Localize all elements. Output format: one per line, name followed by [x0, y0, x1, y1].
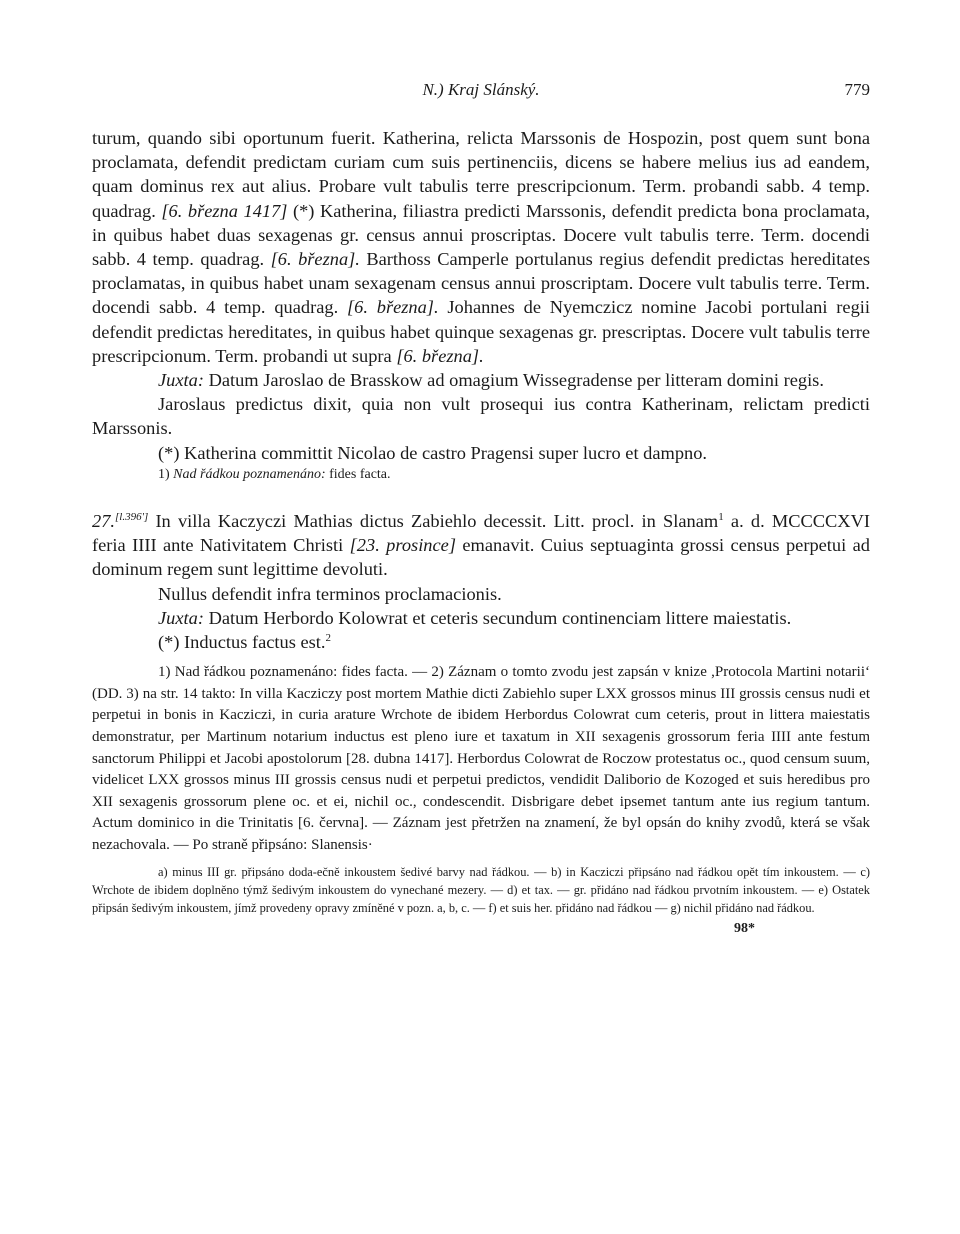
paragraph-2: Jaroslaus predictus dixit, quia non vult prosequi ius contra Katherinam, relictam predicti Marssonis. [92, 394, 870, 439]
p1-text: turum, quando sibi oportunum fuerit. Katherina, relicta Marssonis de Hospozin, post quem sunt bona proclamata, defendit predictam curiam cum suis pertinenciis, dicens se habere melius ius ad eandem, quam dominus rex aut alius. Probare vult tabulis terre prescripcionum. Term. probandi sabb. 4 temp. quadrag. [92, 128, 870, 221]
juxta-label-2: Juxta: [158, 607, 204, 628]
entry-text-1: In villa Kaczyczi Mathias dictus Zabiehlo decessit. Litt. procl. in Slanam [155, 510, 719, 531]
footnote-block: 1) Nad řádkou poznamenáno: fides facta. — 2) Záznam o tomto zvodu jest zapsán v knize ,Protocola Martini notarii‘ (DD. 3) na str. 14 takto: In villa Kacziczy post mortem Mathie dicti Zabiehlo super LXX grossos minus III grossis census nudi et perpetui in bonis in Kacziczi, in curia arature Wrchote de ibidem Herbordus Colowrat cum ceteris, prout in littera maiestatis demonstratur, per Martinum notarium inductus est pleno iure et taxatum in XII sexagenis grossorum feria IIII ante festum sanctorum Philippi et Jacobi apostolorum [28. dubna 1417]. Herbordus Colowrat de Roczow protestatus oc., quod censum suum, videlicet LXX grossos minus III grossis census nudi et perpetui predictos, vendidit Daliborio de Kozoged et suis heredibus pro XII sexagenis grossorum plene oc. et ei, nichil oc., condescendit. Disbrigare debet ipsemet tantum ante ius regium tantum. Actum dominico in die Trinitatis [6. června]. — Záznam jest přetržen na znamení, že byl opsán do knihy zvodů, která se však nezachovala. — Po straně připsáno: Slanensis· [92, 664, 870, 853]
paragraph-nullus: Nullus defendit infra terminos proclamacionis. [158, 583, 502, 604]
p1c-text: Barthoss Camperle portulanus regius defendit predictas hereditates proclamatas, in quibus habet unam sexagenam census annui proscriptam. Docere vult tabulis terre. Term. docendi sabb. 4 temp. quadrag. [92, 249, 870, 318]
entry-27 [92, 505, 870, 654]
variant-block: a) minus III gr. připsáno doda-ečně inkoustem šedivé barvy nad řádkou. — b) in Kacziczi připsáno nad řádkou opět tím inkoustem. — c) Wrchote de ibidem doplněno týmž šedivým inkoustem do vynechané mezery. — d) et tax. — gr. přidáno nad řádkou prvotním inkoustem. — e) Ostatek připsán šedivým inkoustem, jímž provedeny opravy zmíněné v pozn. a, b, c. — f) et suis her. přidáno nad řádkou — g) nichil přidáno nad řádkou. [92, 864, 870, 915]
entry-27-paragraph [92, 505, 870, 582]
p1d-text: Johannes de Nyemczicz nomine Jacobi portulani regii defendit predictas hereditates, in quibus habet quinque sexagenas gr. prescriptas. Docere vult tabulis terre prescripcionum. Term. probandi ut supra [92, 297, 870, 366]
entry-number: 27. [92, 510, 115, 531]
variant-notes [92, 863, 870, 917]
p1c-date: [6. března]. [346, 297, 439, 318]
juxta-label-1: Juxta: [158, 370, 204, 391]
p1b-text: (*) Katherina, filiastra predicti Marssonis, defendit predicta bona proclamata, in quibus habet duas sexagenas gr. census annui proscriptas. Docere vult tabulis terre. Term. docendi sabb. 4 temp. quadrag. [92, 200, 870, 270]
paragraph-1 [92, 126, 870, 368]
page-number: 779 [844, 80, 870, 99]
footnote-italic: Nad řádkou poznamenáno: [173, 466, 326, 482]
footnote-ref-2: 2 [325, 631, 332, 644]
footnote-ref-1: 1 [718, 510, 724, 523]
main-text [92, 126, 870, 485]
signature-mark: 98* [734, 920, 755, 936]
entry-date: [23. prosince] [349, 535, 456, 556]
p1-date: [6. března 1417] [161, 200, 288, 221]
footnote-text: fides facta. [329, 466, 391, 482]
footnote-marker: 1) [158, 466, 170, 482]
inductus-text: (*) Inductus factus est. [158, 631, 326, 652]
juxta-text-1: Datum Jaroslao de Brasskow ad omagium Wissegradense per litteram domini regis. [208, 370, 824, 391]
juxta-paragraph-2 [92, 606, 870, 630]
juxta-paragraph-1 [92, 368, 870, 392]
p1d-date: [6. března]. [396, 345, 484, 366]
paragraph-3: (*) Katherina committit Nicolao de castro Pragensi super lucro et dampno. [158, 442, 707, 463]
folio-reference: [l.396'] [115, 510, 149, 523]
juxta-text-2: Datum Herbordo Kolowrat et ceteris secundum continenciam littere maiestatis. [208, 607, 792, 628]
inline-footnote [92, 465, 870, 485]
p1b-date: [6. března]. [270, 249, 360, 270]
paragraph-inductus [92, 630, 870, 654]
entry-text-3: emanavit. Cuius septuaginta grossi census perpetui ad dominum regem sunt legittime devoluti. [92, 535, 870, 580]
running-header [92, 76, 870, 106]
page [92, 76, 870, 1206]
footnotes [92, 662, 870, 856]
running-title: N.) Kraj Slánský. [422, 80, 540, 99]
entry-text-2: a. d. MCCCCXVI feria IIII ante Nativitatem Christi [92, 510, 870, 556]
